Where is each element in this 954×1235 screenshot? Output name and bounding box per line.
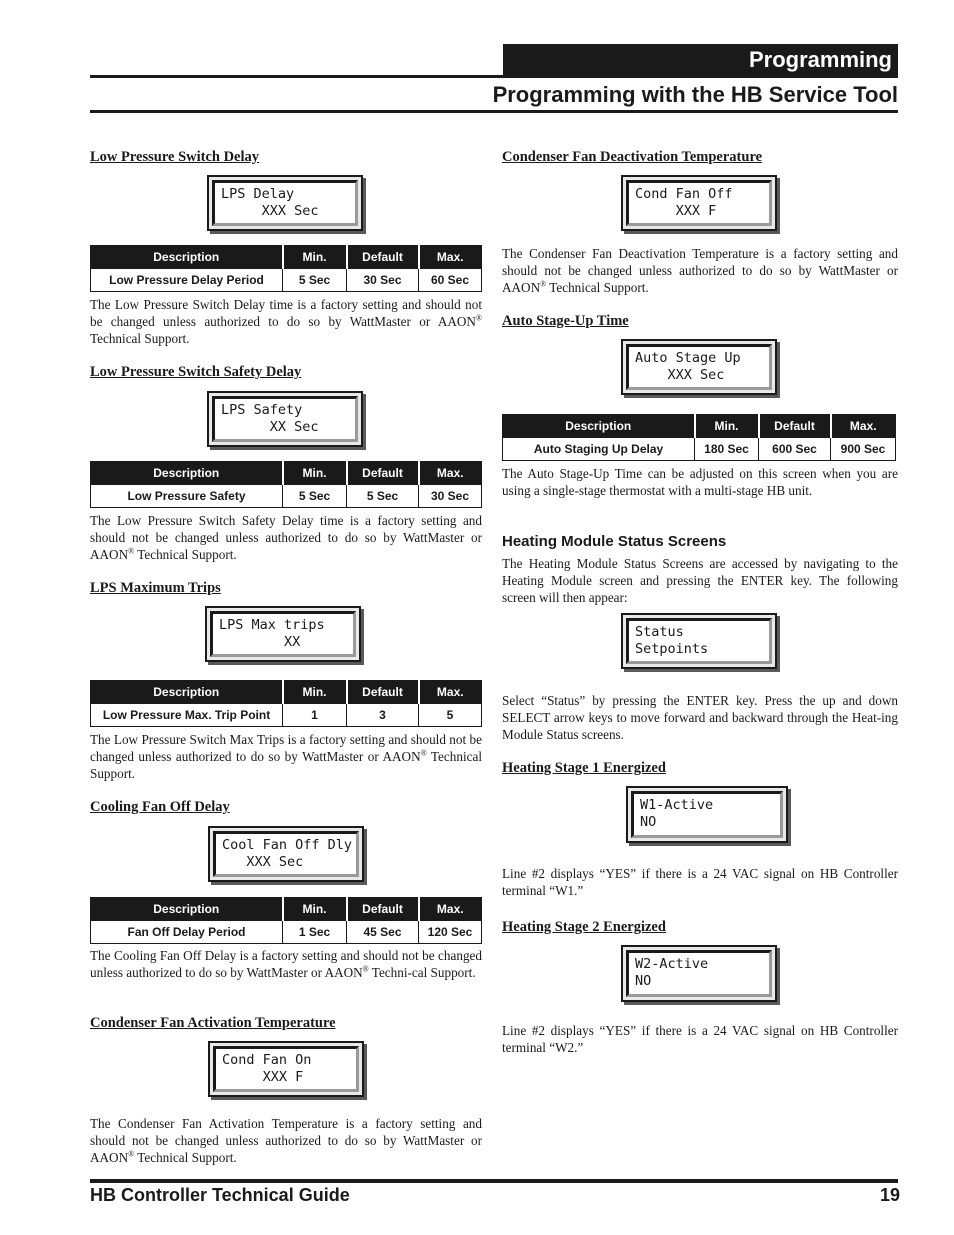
header-rule-top [90, 75, 503, 78]
text-part: Technical Support. [90, 331, 190, 346]
lps-max-table [90, 680, 482, 727]
lps-delay-table [90, 245, 482, 292]
lcd-line-1: Cond Fan Off [635, 186, 733, 202]
stage1-text: Line #2 displays “YES” if there is a 24 VAC signal on HB Controller terminal “W1.” [502, 866, 898, 898]
table-row [91, 485, 482, 508]
cell-max: 60 Sec [419, 269, 482, 292]
cool-fan-lcd [208, 826, 364, 882]
cond-off-text [502, 245, 898, 296]
lps-delay-text [90, 296, 482, 347]
cool-fan-title: Cooling Fan Off Delay [90, 799, 230, 815]
col-max: Max. [419, 462, 482, 485]
lcd-line-1: LPS Delay [221, 186, 295, 202]
status-lcd [621, 613, 777, 669]
footer-guide-title: HB Controller Technical Guide [90, 1185, 350, 1205]
lcd-line-2: Setpoints [635, 641, 709, 657]
lcd-line-1: LPS Safety [221, 402, 303, 418]
heating-intro-text: The Heating Module Status Screens are accessed by navigating to the Heating Module screen and pressing the ENTER key. The following screen will then appear: [502, 556, 898, 605]
table-row [91, 921, 482, 944]
col-default: Default [347, 462, 419, 485]
lcd-line-2: XXX F [635, 203, 717, 219]
stage2-title: Heating Stage 2 Energized [502, 919, 666, 935]
lcd-line-2: XX Sec [221, 419, 319, 435]
registered-mark: ® [128, 546, 135, 556]
col-description: Description [91, 681, 283, 704]
cond-off-title: Condenser Fan Deactivation Temperature [502, 149, 763, 165]
table-row [91, 704, 482, 727]
page-title: Programming with the HB Service Tool [492, 82, 898, 107]
lcd-line-1: Status [635, 624, 684, 640]
cell-default: 45 Sec [347, 921, 419, 944]
text-part: Technical Support. [134, 547, 237, 562]
auto-stage-title: Auto Stage-Up Time [502, 313, 629, 329]
text-part: Technical Support. [546, 280, 649, 295]
col-default: Default [347, 246, 419, 269]
lcd-line-2: XXX Sec [222, 854, 304, 870]
col-min: Min. [283, 246, 347, 269]
cell-max: 5 [419, 704, 482, 727]
cond-on-lcd [208, 1041, 364, 1097]
stage1-title: Heating Stage 1 Energized [502, 760, 666, 776]
col-max: Max. [419, 681, 482, 704]
table-header-row [91, 898, 482, 921]
lcd-line-1: LPS Max trips [219, 617, 325, 633]
lcd-line-2: NO [635, 973, 652, 989]
lcd-line-2: XXX F [222, 1069, 304, 1085]
text-part: The Condenser Fan Deactivation Temperature is a factory setting and should not be changed unless authorized to do so by WattMaster or AAON [502, 246, 898, 295]
col-description: Description [91, 462, 283, 485]
cell-description: Auto Staging Up Delay [503, 438, 695, 461]
lps-max-title: LPS Maximum Trips [90, 580, 221, 596]
lcd-line-1: Cond Fan On [222, 1052, 312, 1068]
lps-safety-lcd [207, 391, 363, 447]
table-header-row [91, 681, 482, 704]
col-max: Max. [831, 415, 896, 438]
lcd-line-1: Cool Fan Off Dly [222, 837, 353, 853]
text-part: Technical Support. [134, 1150, 237, 1165]
cell-min: 180 Sec [695, 438, 759, 461]
cell-min: 5 Sec [283, 485, 347, 508]
cell-min: 5 Sec [283, 269, 347, 292]
lcd-line-1: W1-Active [640, 797, 714, 813]
table-header-row [91, 246, 482, 269]
col-min: Min. [695, 415, 759, 438]
col-min: Min. [283, 462, 347, 485]
table-row [503, 438, 896, 461]
lcd-line-1: W2-Active [635, 956, 709, 972]
section-banner [503, 44, 898, 78]
auto-stage-text: The Auto Stage-Up Time can be adjusted on this screen when you are using a single-stage thermostat with a multi-stage HB unit. [502, 466, 898, 498]
col-default: Default [347, 898, 419, 921]
lcd-line-2: XX [219, 634, 301, 650]
cond-on-text [90, 1115, 482, 1166]
stage1-lcd [626, 786, 788, 843]
cell-min: 1 Sec [283, 921, 347, 944]
cell-description: Low Pressure Max. Trip Point [91, 704, 283, 727]
page-number: 19 [879, 1185, 900, 1205]
col-description: Description [503, 415, 695, 438]
cond-on-title: Condenser Fan Activation Temperature [90, 1015, 336, 1031]
lps-max-lcd [205, 606, 361, 662]
cell-default: 600 Sec [759, 438, 831, 461]
lps-safety-title: Low Pressure Switch Safety Delay [90, 364, 302, 380]
lps-safety-text [90, 512, 482, 563]
col-min: Min. [283, 681, 347, 704]
table-header-row [91, 462, 482, 485]
registered-mark: ® [475, 313, 482, 323]
col-max: Max. [419, 246, 482, 269]
cond-off-lcd [621, 175, 777, 231]
header-rule-bottom [90, 110, 898, 113]
registered-mark: ® [540, 279, 547, 289]
col-default: Default [759, 415, 831, 438]
lcd-line-2: XXX Sec [221, 203, 319, 219]
cell-max: 30 Sec [419, 485, 482, 508]
col-min: Min. [283, 898, 347, 921]
lps-delay-lcd [207, 175, 363, 231]
col-max: Max. [419, 898, 482, 921]
text-part: The Cooling Fan Off Delay is a factory setting and should not be changed unless authorized to do so by WattMaster or AAON [90, 948, 482, 980]
col-description: Description [91, 246, 283, 269]
cell-description: Low Pressure Safety [91, 485, 283, 508]
registered-mark: ® [420, 748, 427, 758]
table-header-row [503, 415, 896, 438]
text-part: Technical Support. [90, 749, 482, 781]
cell-min: 1 [283, 704, 347, 727]
text-part: The Low Pressure Switch Safety Delay time is a factory setting and should not be changed unless authorized to do so by WattMaster or AAON [90, 513, 482, 562]
col-description: Description [91, 898, 283, 921]
cell-description: Fan Off Delay Period [91, 921, 283, 944]
cool-fan-table [90, 897, 482, 944]
heating-heading: Heating Module Status Screens [502, 533, 727, 550]
lps-max-text [90, 731, 482, 782]
lcd-line-2: NO [640, 814, 657, 830]
lcd-line-1: Auto Stage Up [635, 350, 741, 366]
cell-default: 3 [347, 704, 419, 727]
cell-description: Low Pressure Delay Period [91, 269, 283, 292]
col-default: Default [347, 681, 419, 704]
text-part: The Condenser Fan Activation Temperature is a factory setting and should not be changed unless authorized to do so by WattMaster or AAON [90, 1116, 482, 1165]
auto-stage-lcd [621, 339, 777, 395]
registered-mark: ® [128, 1149, 135, 1159]
auto-stage-table [502, 414, 896, 461]
lcd-line-2: XXX Sec [635, 367, 725, 383]
cool-fan-text [90, 947, 482, 981]
section-title: Programming [748, 47, 892, 72]
registered-mark: ® [362, 964, 369, 974]
lps-delay-title: Low Pressure Switch Delay [90, 149, 260, 165]
text-part: The Low Pressure Switch Max Trips is a factory setting and should not be changed unless authorized to do so by WattMaster or AAON [90, 732, 482, 764]
footer-rule [90, 1179, 898, 1183]
text-part: The Low Pressure Switch Delay time is a factory setting and should not be changed unless authorized to do so by WattMaster or AAON [90, 297, 482, 329]
lps-safety-table [90, 461, 482, 508]
stage2-lcd [621, 945, 777, 1002]
text-part: Techni-cal Support. [368, 965, 476, 980]
cell-default: 5 Sec [347, 485, 419, 508]
cell-max: 120 Sec [419, 921, 482, 944]
cell-default: 30 Sec [347, 269, 419, 292]
table-row [91, 269, 482, 292]
heating-select-text: Select “Status” by pressing the ENTER key. Press the up and down SELECT arrow keys to move forward and backward through the Heat-ing Module Status screens. [502, 693, 898, 742]
stage2-text: Line #2 displays “YES” if there is a 24 VAC signal on HB Controller terminal “W2.” [502, 1023, 898, 1055]
cell-max: 900 Sec [831, 438, 896, 461]
